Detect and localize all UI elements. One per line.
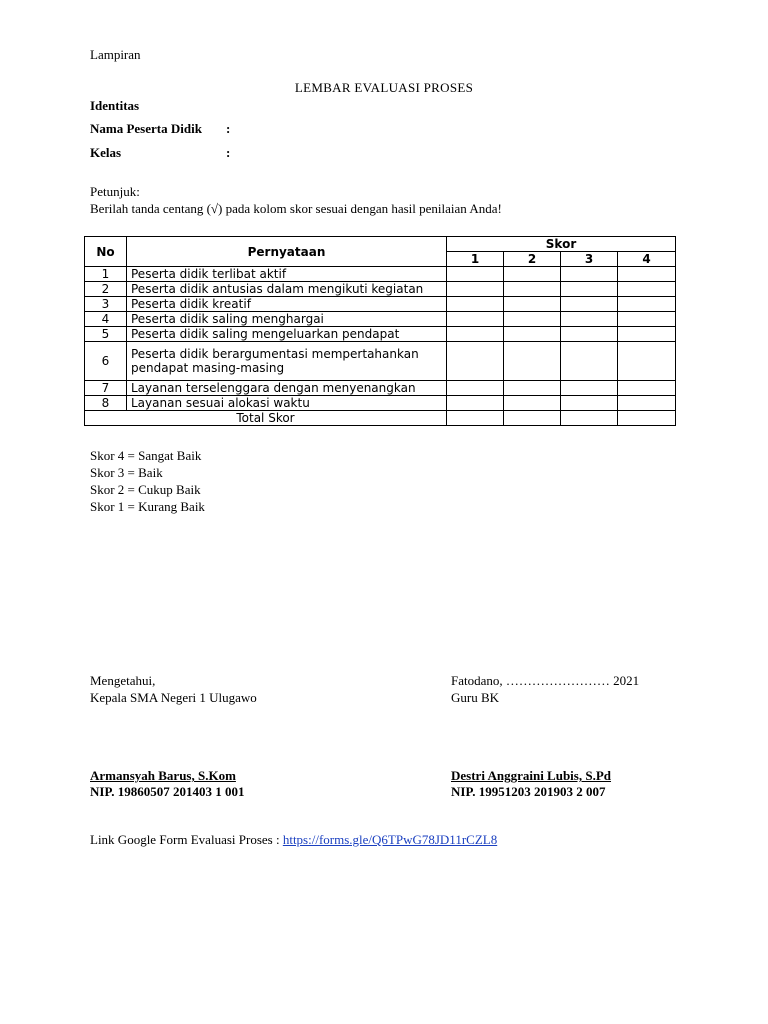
score-cell[interactable] (504, 342, 561, 381)
row-statement: Peserta didik saling menghargai (127, 312, 447, 327)
row-statement: Layanan sesuai alokasi waktu (127, 396, 447, 411)
row-statement-line-2: pendapat masing-masing (131, 361, 285, 375)
score-column-2: 2 (504, 252, 561, 267)
score-cell[interactable] (561, 381, 618, 396)
instructions-label: Petunjuk: (90, 184, 140, 199)
table-row (85, 297, 676, 312)
row-statement: Peserta didik kreatif (127, 297, 447, 312)
row-number: 6 (85, 342, 127, 381)
total-score-cell[interactable] (561, 411, 618, 426)
row-number: 5 (85, 327, 127, 342)
total-score-label: Total Skor (85, 411, 447, 426)
row-number: 7 (85, 381, 127, 396)
row-statement (127, 342, 447, 381)
score-cell[interactable] (618, 381, 676, 396)
identity-heading: Identitas (90, 98, 140, 113)
class-label: Kelas (90, 145, 122, 160)
total-score-cell[interactable] (618, 411, 676, 426)
student-name-colon: : (226, 121, 231, 136)
attachment-label: Lampiran (90, 47, 141, 62)
table-row (85, 342, 676, 381)
column-header-statement: Pernyataan (127, 237, 447, 267)
score-cell[interactable] (447, 396, 504, 411)
score-cell[interactable] (561, 267, 618, 282)
score-cell[interactable] (618, 342, 676, 381)
score-cell[interactable] (504, 312, 561, 327)
total-score-cell[interactable] (447, 411, 504, 426)
row-number: 4 (85, 312, 127, 327)
column-header-no: No (85, 237, 127, 267)
score-cell[interactable] (447, 282, 504, 297)
principal-nip: NIP. 19860507 201403 1 001 (90, 784, 245, 799)
score-cell[interactable] (561, 297, 618, 312)
student-name-label: Nama Peserta Didik (90, 121, 202, 136)
table-row (85, 327, 676, 342)
score-cell[interactable] (447, 327, 504, 342)
score-cell[interactable] (504, 396, 561, 411)
table-header-row (85, 237, 676, 252)
row-number: 2 (85, 282, 127, 297)
row-statement: Peserta didik antusias dalam mengikuti kegiatan (127, 282, 447, 297)
score-column-3: 3 (561, 252, 618, 267)
score-cell[interactable] (618, 282, 676, 297)
row-number: 8 (85, 396, 127, 411)
score-cell[interactable] (618, 267, 676, 282)
row-statement: Layanan terselenggara dengan menyenangkan (127, 381, 447, 396)
counselor-title: Guru BK (451, 690, 500, 705)
table-row (85, 396, 676, 411)
row-statement: Peserta didik saling mengeluarkan pendapat (127, 327, 447, 342)
principal-name: Armansyah Barus, S.Kom (90, 768, 236, 783)
row-statement: Peserta didik terlibat aktif (127, 267, 447, 282)
score-cell[interactable] (561, 342, 618, 381)
legend-item: Skor 3 = Baik (90, 465, 163, 480)
score-cell[interactable] (561, 282, 618, 297)
score-cell[interactable] (447, 381, 504, 396)
evaluation-table (84, 236, 676, 426)
instructions-text: Berilah tanda centang (√) pada kolom skor sesuai dengan hasil penilaian Anda! (90, 201, 502, 216)
score-cell[interactable] (504, 267, 561, 282)
score-cell[interactable] (504, 297, 561, 312)
table-row (85, 381, 676, 396)
column-header-score: Skor (447, 237, 676, 252)
score-cell[interactable] (447, 342, 504, 381)
score-cell[interactable] (561, 327, 618, 342)
row-statement-line-1: Peserta didik berargumentasi mempertahankan (131, 347, 419, 361)
score-cell[interactable] (504, 381, 561, 396)
score-cell[interactable] (504, 327, 561, 342)
row-number: 3 (85, 297, 127, 312)
score-cell[interactable] (618, 327, 676, 342)
total-score-cell[interactable] (504, 411, 561, 426)
acknowledged-label: Mengetahui, (90, 673, 156, 688)
score-column-4: 4 (618, 252, 676, 267)
counselor-name: Destri Anggraini Lubis, S.Pd (451, 768, 612, 783)
total-row (85, 411, 676, 426)
score-cell[interactable] (561, 396, 618, 411)
table-row (85, 312, 676, 327)
class-colon: : (226, 145, 231, 160)
score-cell[interactable] (618, 396, 676, 411)
table-row (85, 282, 676, 297)
legend-item: Skor 1 = Kurang Baik (90, 499, 205, 514)
google-form-label: Link Google Form Evaluasi Proses : (90, 832, 283, 847)
score-cell[interactable] (504, 282, 561, 297)
row-number: 1 (85, 267, 127, 282)
score-cell[interactable] (618, 312, 676, 327)
legend-item: Skor 4 = Sangat Baik (90, 448, 202, 463)
score-cell[interactable] (447, 297, 504, 312)
principal-title: Kepala SMA Negeri 1 Ulugawo (90, 690, 257, 705)
legend-item: Skor 2 = Cukup Baik (90, 482, 201, 497)
table-row (85, 267, 676, 282)
place-date: Fatodano, …………………… 2021 (451, 673, 640, 688)
score-column-1: 1 (447, 252, 504, 267)
google-form-link[interactable]: https://forms.gle/Q6TPwG78JD11rCZL8 (282, 832, 498, 847)
score-cell[interactable] (561, 312, 618, 327)
google-form-line (90, 832, 497, 848)
counselor-nip: NIP. 19951203 201903 2 007 (451, 784, 606, 799)
score-cell[interactable] (447, 267, 504, 282)
page-title: LEMBAR EVALUASI PROSES (294, 80, 474, 95)
score-cell[interactable] (618, 297, 676, 312)
score-cell[interactable] (447, 312, 504, 327)
